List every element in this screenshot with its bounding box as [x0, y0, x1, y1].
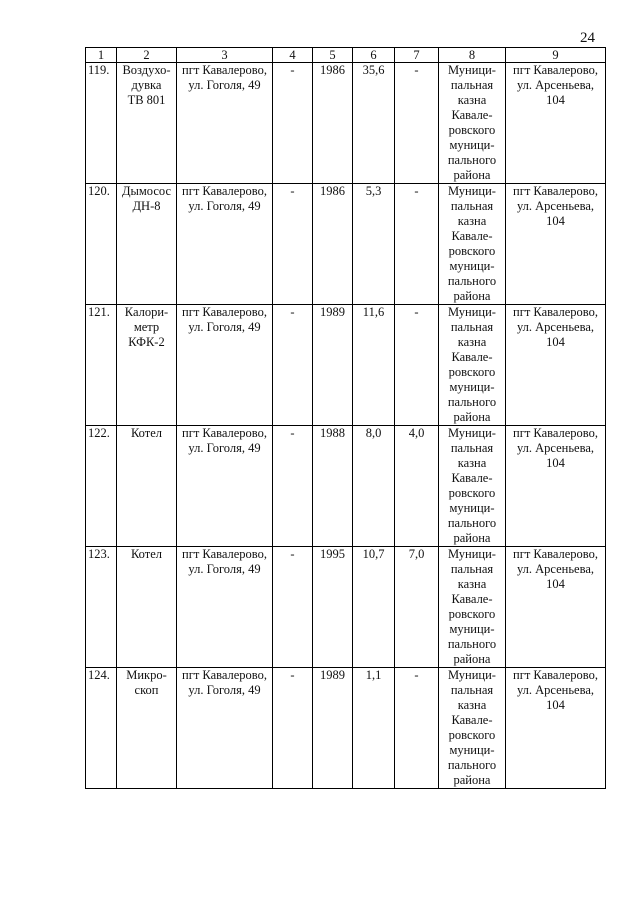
owner-line: Кавале- — [451, 592, 493, 606]
address-line: пгт Кавалерово, — [182, 547, 267, 561]
item-name-line: метр — [133, 320, 160, 334]
owner-line: ровского — [448, 728, 496, 742]
owner-line: пального — [447, 153, 497, 167]
owner-line: Муници- — [448, 668, 496, 682]
column-7-cell: - — [395, 63, 439, 184]
column-6-cell: 10,7 — [353, 547, 395, 668]
column-6-cell: 8,0 — [353, 426, 395, 547]
location-cell — [506, 668, 606, 789]
location-line: 104 — [546, 698, 565, 712]
owner-line: муници- — [449, 138, 495, 152]
address-line: ул. Гоголя, 49 — [188, 441, 261, 455]
owner-line: пального — [447, 758, 497, 772]
address-cell — [177, 426, 273, 547]
owner-line: ровского — [448, 365, 496, 379]
row-number-cell: 123. — [86, 547, 117, 668]
owner-line: Кавале- — [451, 471, 493, 485]
location-line: пгт Кавалерово, — [513, 305, 598, 319]
column-4-cell: - — [273, 547, 313, 668]
table-row — [86, 184, 606, 305]
location-line: пгт Кавалерово, — [513, 184, 598, 198]
column-6-cell: 35,6 — [353, 63, 395, 184]
table-row — [86, 668, 606, 789]
table-row — [86, 547, 606, 668]
column-6-cell: 5,3 — [353, 184, 395, 305]
item-name-line: КФК-2 — [128, 335, 165, 349]
column-header: 2 — [117, 48, 177, 63]
owner-line: пальная — [450, 199, 494, 213]
location-cell — [506, 63, 606, 184]
location-line: 104 — [546, 456, 565, 470]
address-line: ул. Гоголя, 49 — [188, 683, 261, 697]
owner-line: пального — [447, 395, 497, 409]
owner-cell — [439, 305, 506, 426]
address-cell — [177, 668, 273, 789]
table-row — [86, 426, 606, 547]
owner-line: ровского — [448, 486, 496, 500]
owner-line: Кавале- — [451, 350, 493, 364]
column-header: 9 — [506, 48, 606, 63]
owner-line: муници- — [449, 743, 495, 757]
owner-line: Муници- — [448, 426, 496, 440]
owner-line: ровского — [448, 123, 496, 137]
owner-line: района — [453, 773, 491, 787]
column-7-cell: 7,0 — [395, 547, 439, 668]
location-line: пгт Кавалерово, — [513, 668, 598, 682]
owner-line: Кавале- — [451, 713, 493, 727]
location-cell — [506, 305, 606, 426]
address-cell — [177, 305, 273, 426]
year-cell: 1989 — [313, 668, 353, 789]
item-name-line: Котел — [130, 426, 163, 440]
owner-line: ровского — [448, 607, 496, 621]
owner-line: ровского — [448, 244, 496, 258]
table-row — [86, 63, 606, 184]
owner-cell — [439, 184, 506, 305]
column-header: 7 — [395, 48, 439, 63]
column-4-cell: - — [273, 668, 313, 789]
column-4-cell: - — [273, 184, 313, 305]
owner-line: муници- — [449, 622, 495, 636]
owner-line: казна — [457, 456, 487, 470]
column-6-cell: 1,1 — [353, 668, 395, 789]
year-cell: 1988 — [313, 426, 353, 547]
item-name-cell — [117, 184, 177, 305]
owner-cell — [439, 63, 506, 184]
column-header: 6 — [353, 48, 395, 63]
item-name-line: Микро- — [126, 668, 167, 682]
owner-line: района — [453, 531, 491, 545]
address-line: пгт Кавалерово, — [182, 184, 267, 198]
item-name-line: Дымосос — [121, 184, 172, 198]
owner-line: Кавале- — [451, 229, 493, 243]
location-line: ул. Арсеньева, — [516, 320, 595, 334]
row-number-cell: 124. — [86, 668, 117, 789]
owner-line: района — [453, 289, 491, 303]
address-line: пгт Кавалерово, — [182, 63, 267, 77]
owner-line: казна — [457, 93, 487, 107]
column-header: 8 — [439, 48, 506, 63]
owner-line: района — [453, 410, 491, 424]
year-cell: 1989 — [313, 305, 353, 426]
location-line: 104 — [546, 93, 565, 107]
address-cell — [177, 184, 273, 305]
owner-line: казна — [457, 335, 487, 349]
location-line: ул. Арсеньева, — [516, 562, 595, 576]
owner-cell — [439, 668, 506, 789]
location-line: пгт Кавалерово, — [513, 426, 598, 440]
row-number-cell: 122. — [86, 426, 117, 547]
owner-line: пальная — [450, 562, 494, 576]
item-name-cell — [117, 547, 177, 668]
location-cell — [506, 184, 606, 305]
location-line: ул. Арсеньева, — [516, 78, 595, 92]
column-7-cell: - — [395, 668, 439, 789]
owner-cell — [439, 426, 506, 547]
owner-line: Муници- — [448, 63, 496, 77]
item-name-line: Калори- — [124, 305, 169, 319]
column-header: 3 — [177, 48, 273, 63]
owner-line: пальная — [450, 683, 494, 697]
address-line: ул. Гоголя, 49 — [188, 78, 261, 92]
row-number-cell: 119. — [86, 63, 117, 184]
address-line: ул. Гоголя, 49 — [188, 562, 261, 576]
item-name-line: Котел — [130, 547, 163, 561]
owner-line: муници- — [449, 501, 495, 515]
location-line: пгт Кавалерово, — [513, 547, 598, 561]
address-line: ул. Гоголя, 49 — [188, 199, 261, 213]
location-line: 104 — [546, 335, 565, 349]
column-7-cell: - — [395, 184, 439, 305]
column-4-cell: - — [273, 305, 313, 426]
location-line: ул. Арсеньева, — [516, 441, 595, 455]
item-name-cell — [117, 63, 177, 184]
row-number-cell: 120. — [86, 184, 117, 305]
owner-line: Муници- — [448, 547, 496, 561]
owner-line: Кавале- — [451, 108, 493, 122]
address-line: пгт Кавалерово, — [182, 668, 267, 682]
column-header: 1 — [86, 48, 117, 63]
owner-line: пального — [447, 274, 497, 288]
address-line: пгт Кавалерово, — [182, 426, 267, 440]
owner-line: района — [453, 652, 491, 666]
column-header: 4 — [273, 48, 313, 63]
item-name-line: ДН-8 — [132, 199, 161, 213]
page-number: 24 — [580, 30, 595, 46]
address-line: пгт Кавалерово, — [182, 305, 267, 319]
address-line: ул. Гоголя, 49 — [188, 320, 261, 334]
row-number-cell: 121. — [86, 305, 117, 426]
item-name-line: ТВ 801 — [127, 93, 166, 107]
owner-line: района — [453, 168, 491, 182]
owner-line: муници- — [449, 259, 495, 273]
year-cell: 1995 — [313, 547, 353, 668]
item-name-line: Воздухо- — [122, 63, 171, 77]
location-line: ул. Арсеньева, — [516, 199, 595, 213]
address-cell — [177, 63, 273, 184]
owner-line: казна — [457, 577, 487, 591]
column-number-row — [86, 48, 606, 63]
column-4-cell: - — [273, 63, 313, 184]
table-row — [86, 305, 606, 426]
location-cell — [506, 426, 606, 547]
column-4-cell: - — [273, 426, 313, 547]
item-name-cell — [117, 426, 177, 547]
location-line: 104 — [546, 577, 565, 591]
owner-line: Муници- — [448, 305, 496, 319]
column-6-cell: 11,6 — [353, 305, 395, 426]
location-line: пгт Кавалерово, — [513, 63, 598, 77]
owner-cell — [439, 547, 506, 668]
owner-line: муници- — [449, 380, 495, 394]
owner-line: Муници- — [448, 184, 496, 198]
owner-line: казна — [457, 214, 487, 228]
property-registry-table — [85, 47, 606, 789]
location-line: ул. Арсеньева, — [516, 683, 595, 697]
item-name-line: скоп — [134, 683, 159, 697]
address-cell — [177, 547, 273, 668]
owner-line: пальная — [450, 441, 494, 455]
column-7-cell: - — [395, 305, 439, 426]
item-name-cell — [117, 668, 177, 789]
owner-line: пальная — [450, 320, 494, 334]
owner-line: пального — [447, 516, 497, 530]
item-name-line: дувка — [131, 78, 162, 92]
column-7-cell: 4,0 — [395, 426, 439, 547]
item-name-cell — [117, 305, 177, 426]
year-cell: 1986 — [313, 184, 353, 305]
location-cell — [506, 547, 606, 668]
owner-line: казна — [457, 698, 487, 712]
table-body — [86, 63, 606, 789]
owner-line: пального — [447, 637, 497, 651]
year-cell: 1986 — [313, 63, 353, 184]
column-header: 5 — [313, 48, 353, 63]
location-line: 104 — [546, 214, 565, 228]
owner-line: пальная — [450, 78, 494, 92]
